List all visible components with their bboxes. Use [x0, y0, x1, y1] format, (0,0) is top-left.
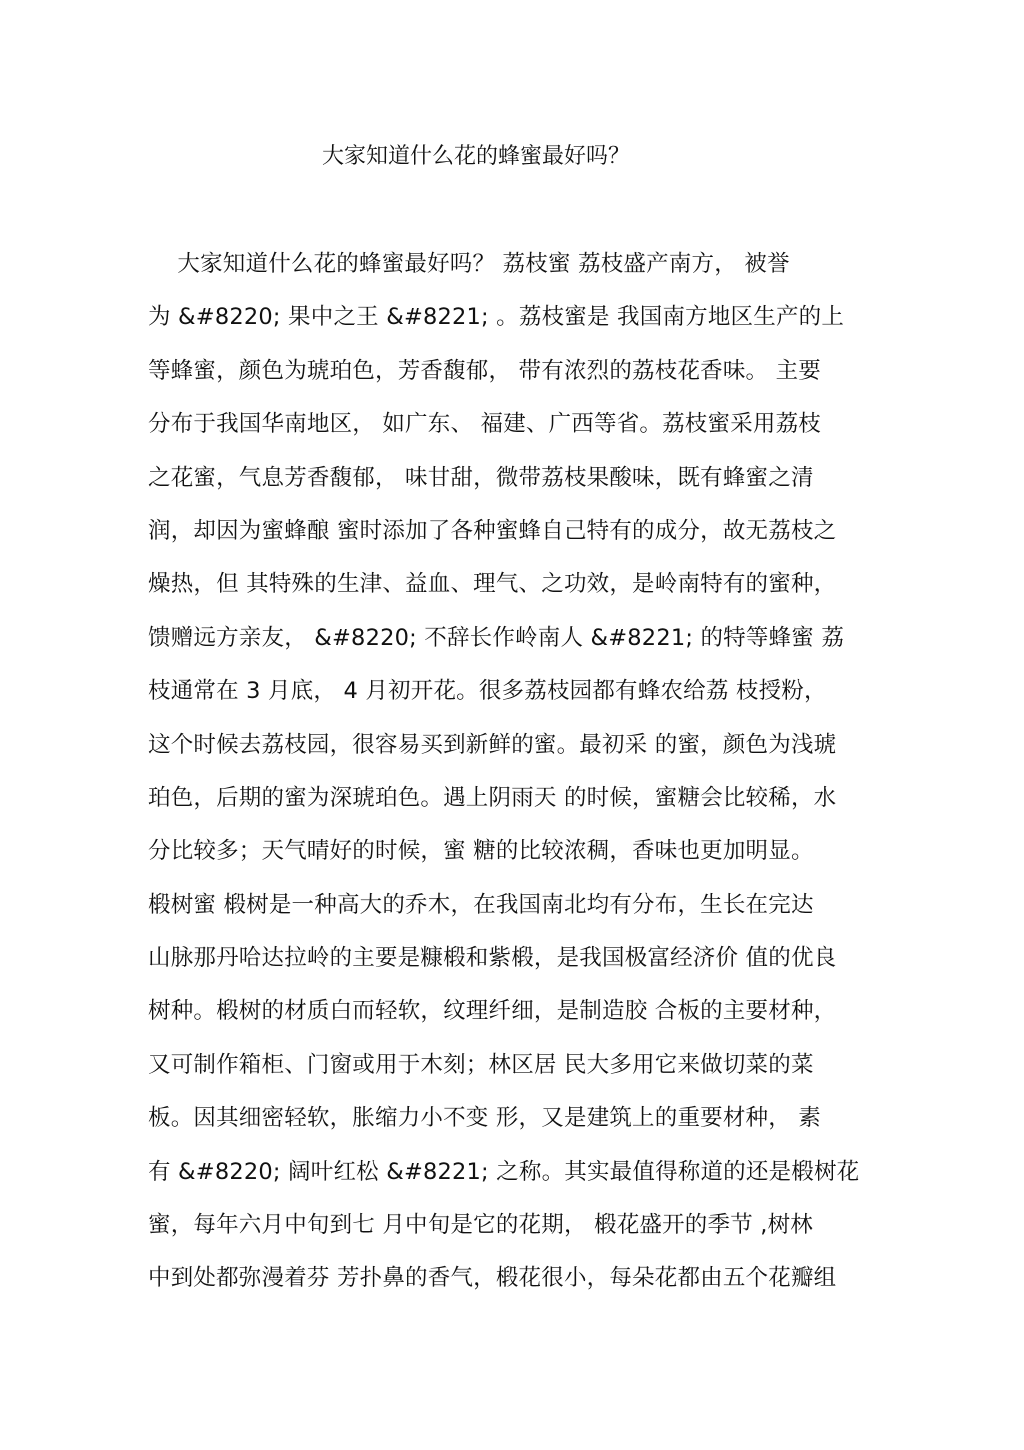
- body-line: 中到处都弥漫着芬 芳扑鼻的香气，椴花很小，每朵花都由五个花瓣组: [148, 1265, 837, 1292]
- body-line: 有 &#8220; 阔叶红松 &#8221; 之称。其实最值得称道的还是椴树花: [148, 1158, 860, 1185]
- body-line: 大家知道什么花的蜂蜜最好吗？ 荔枝蜜 荔枝盛产南方， 被誉: [148, 251, 790, 277]
- body-line: 椴树蜜 椴树是一种高大的乔木，在我国南北均有分布，生长在完达: [148, 891, 814, 918]
- body-line: 馈赠远方亲友， &#8220; 不辞长作岭南人 &#8221; 的特等蜂蜜 荔: [148, 624, 845, 651]
- body-line: 等蜂蜜，颜色为琥珀色，芳香馥郁， 带有浓烈的荔枝花香味。 主要: [148, 357, 822, 384]
- body-line: 珀色，后期的蜜为深琥珀色。遇上阴雨天 的时候，蜜糖会比较稀，水: [148, 784, 837, 811]
- body-line: 树种。椴树的材质白而轻软，纹理纤细，是制造胶 合板的主要材种，: [148, 998, 837, 1025]
- document-body: [148, 244, 878, 1312]
- body-line: 又可制作箱柜、门窗或用于木刻；林区居 民大多用它来做切菜的菜: [148, 1051, 814, 1078]
- document-title: 大家知道什么花的蜂蜜最好吗？: [321, 144, 630, 169]
- body-line: 分比较多；天气晴好的时候，蜜 糖的比较浓稠，香味也更加明显。: [148, 838, 814, 865]
- body-line: 为 &#8220; 果中之王 &#8221; 。荔枝蜜是 我国南方地区生产的上: [148, 304, 845, 331]
- body-line: 山脉那丹哈达拉岭的主要是糠椴和紫椴，是我国极富经济价 值的优良: [148, 945, 837, 972]
- body-line: 枝通常在 3 月底， 4 月初开花。很多荔枝园都有蜂农给荔 枝授粉，: [148, 678, 827, 705]
- body-line: 分布于我国华南地区， 如广东、 福建、广西等省。荔枝蜜采用荔枝: [148, 411, 822, 438]
- body-line: 这个时候去荔枝园，很容易买到新鲜的蜜。最初采 的蜜，颜色为浅琥: [148, 731, 837, 758]
- body-line: 板。因其细密轻软，胀缩力小不变 形，又是建筑上的重要材种， 素: [148, 1105, 822, 1132]
- body-line: 蜜，每年六月中旬到七 月中旬是它的花期， 椴花盛开的季节 ,树林: [148, 1212, 814, 1239]
- body-line: 润，却因为蜜蜂酿 蜜时添加了各种蜜蜂自己特有的成分，故无荔枝之: [148, 517, 837, 544]
- body-line: 燥热，但 其特殊的生津、益血、理气、之功效，是岭南特有的蜜种，: [148, 571, 837, 598]
- body-line: 之花蜜，气息芳香馥郁， 味甘甜，微带荔枝果酸味，既有蜂蜜之清: [148, 464, 814, 491]
